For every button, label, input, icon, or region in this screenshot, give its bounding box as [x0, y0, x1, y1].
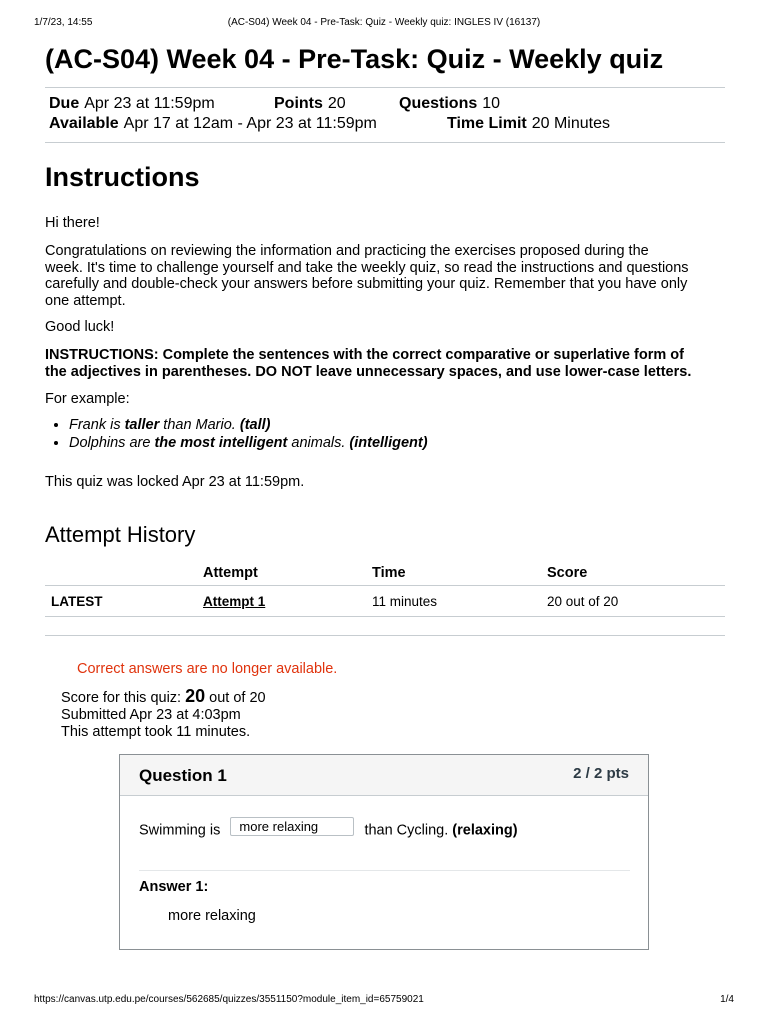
instructions-body: [45, 243, 725, 309]
divider: [45, 87, 725, 88]
attempt-history-table: [45, 560, 725, 617]
print-url: https://canvas.utp.edu.pe/courses/562685/quizzes/3551150?module_item_id=65759021: [34, 994, 424, 1005]
example-text: animals.: [287, 434, 350, 451]
question-text-post: than Cycling.: [364, 822, 449, 839]
example-item: [69, 417, 428, 435]
question-hint: (relaxing): [452, 822, 518, 839]
attempt-link[interactable]: Attempt 1: [203, 593, 266, 609]
questions-label: Questions: [399, 95, 478, 112]
time-limit-meta: [447, 115, 610, 133]
print-page-title: (AC-S04) Week 04 - Pre-Task: Quiz - Weekly quiz: INGLES IV (16137): [227, 17, 541, 28]
example-answer: the most intelligent: [154, 434, 288, 451]
available-label: Available: [49, 115, 119, 132]
page-title: (AC-S04) Week 04 - Pre-Task: Quiz - Weekly quiz: [45, 44, 664, 74]
good-luck-text: Good luck!: [45, 319, 115, 335]
table-header-attempt: Attempt: [203, 560, 372, 586]
example-hint: (intelligent): [349, 434, 428, 451]
points-value: 20: [327, 95, 346, 112]
score-summary: [61, 688, 266, 741]
example-text: Frank is: [69, 417, 125, 433]
body-line: one attempt.: [45, 292, 126, 309]
due-label: Due: [49, 95, 80, 112]
answer-value: more relaxing: [168, 908, 256, 924]
attempt-cell: [203, 586, 372, 617]
table-header-empty: [45, 560, 203, 586]
quiz-meta-row-1: [49, 95, 725, 115]
question-card: [119, 754, 649, 950]
divider: [139, 870, 630, 871]
table-row: [45, 586, 725, 617]
rule-line: INSTRUCTIONS: Complete the sentences with the correct comparative or superlative form of: [45, 347, 684, 363]
answer-label: Answer 1:: [139, 879, 209, 895]
time-limit-value: 20 Minutes: [531, 115, 610, 132]
available-meta: [49, 115, 377, 133]
example-text: than Mario.: [159, 417, 240, 433]
questions-value: 10: [482, 95, 501, 112]
attempt-history-heading: Attempt History: [45, 522, 196, 547]
example-item: [69, 435, 428, 453]
body-line: Congratulations on reviewing the information and practicing the exercises proposed during the: [45, 243, 649, 259]
body-line: week. It's time to challenge yourself and take the weekly quiz, so read the instructions and questions: [45, 259, 689, 276]
instructions-heading: Instructions: [45, 162, 200, 192]
attempt-score-cell: 20 out of 20: [547, 586, 725, 617]
score-value: 20: [185, 686, 206, 706]
for-example-label: For example:: [45, 391, 130, 407]
duration-line: This attempt took 11 minutes.: [61, 724, 251, 740]
answers-unavailable-warning: Correct answers are no longer available.: [77, 661, 338, 677]
print-datetime: 1/7/23, 14:55: [34, 17, 93, 28]
quiz-meta-row-2: [49, 115, 725, 135]
divider: [45, 142, 725, 143]
example-list: [45, 417, 428, 452]
example-text: Dolphins are: [69, 434, 155, 451]
greeting-text: Hi there!: [45, 215, 100, 231]
available-value: Apr 17 at 12am - Apr 23 at 11:59pm: [123, 115, 377, 132]
points-label: Points: [274, 95, 323, 112]
example-answer: taller: [124, 417, 160, 433]
question-text: [139, 821, 518, 840]
question-text-pre: Swimming is: [139, 822, 221, 839]
rule-line: the adjectives in parentheses. DO NOT leave unnecessary spaces, and use lower-case letters.: [45, 363, 692, 380]
print-footer: [34, 994, 734, 1005]
submitted-line: Submitted Apr 23 at 4:03pm: [61, 707, 241, 723]
question-points: 2 / 2 pts: [573, 765, 629, 782]
question-header: [120, 755, 648, 796]
instructions-rule: [45, 347, 725, 380]
score-prefix: Score for this quiz:: [61, 690, 186, 706]
table-header-time: Time: [372, 560, 547, 586]
divider: [45, 635, 725, 636]
score-suffix: out of 20: [205, 690, 266, 706]
attempt-time-cell: 11 minutes: [372, 586, 547, 617]
score-line: [61, 688, 266, 707]
print-page-number: 1/4: [720, 994, 734, 1005]
example-hint: (tall): [239, 417, 271, 433]
questions-meta: [399, 95, 500, 113]
due-value: Apr 23 at 11:59pm: [84, 95, 215, 112]
table-header-row: [45, 560, 725, 586]
attempt-row-label: LATEST: [45, 586, 203, 617]
time-limit-label: Time Limit: [447, 115, 527, 132]
table-header-score: Score: [547, 560, 725, 586]
question-title: Question 1: [139, 766, 227, 785]
body-line: carefully and double-check your answers before submitting your quiz. Remember that you have only: [45, 276, 688, 292]
answer-input[interactable]: more relaxing: [230, 817, 354, 836]
due-meta: [49, 95, 215, 113]
locked-notice: This quiz was locked Apr 23 at 11:59pm.: [45, 474, 305, 490]
points-meta: [274, 95, 346, 113]
